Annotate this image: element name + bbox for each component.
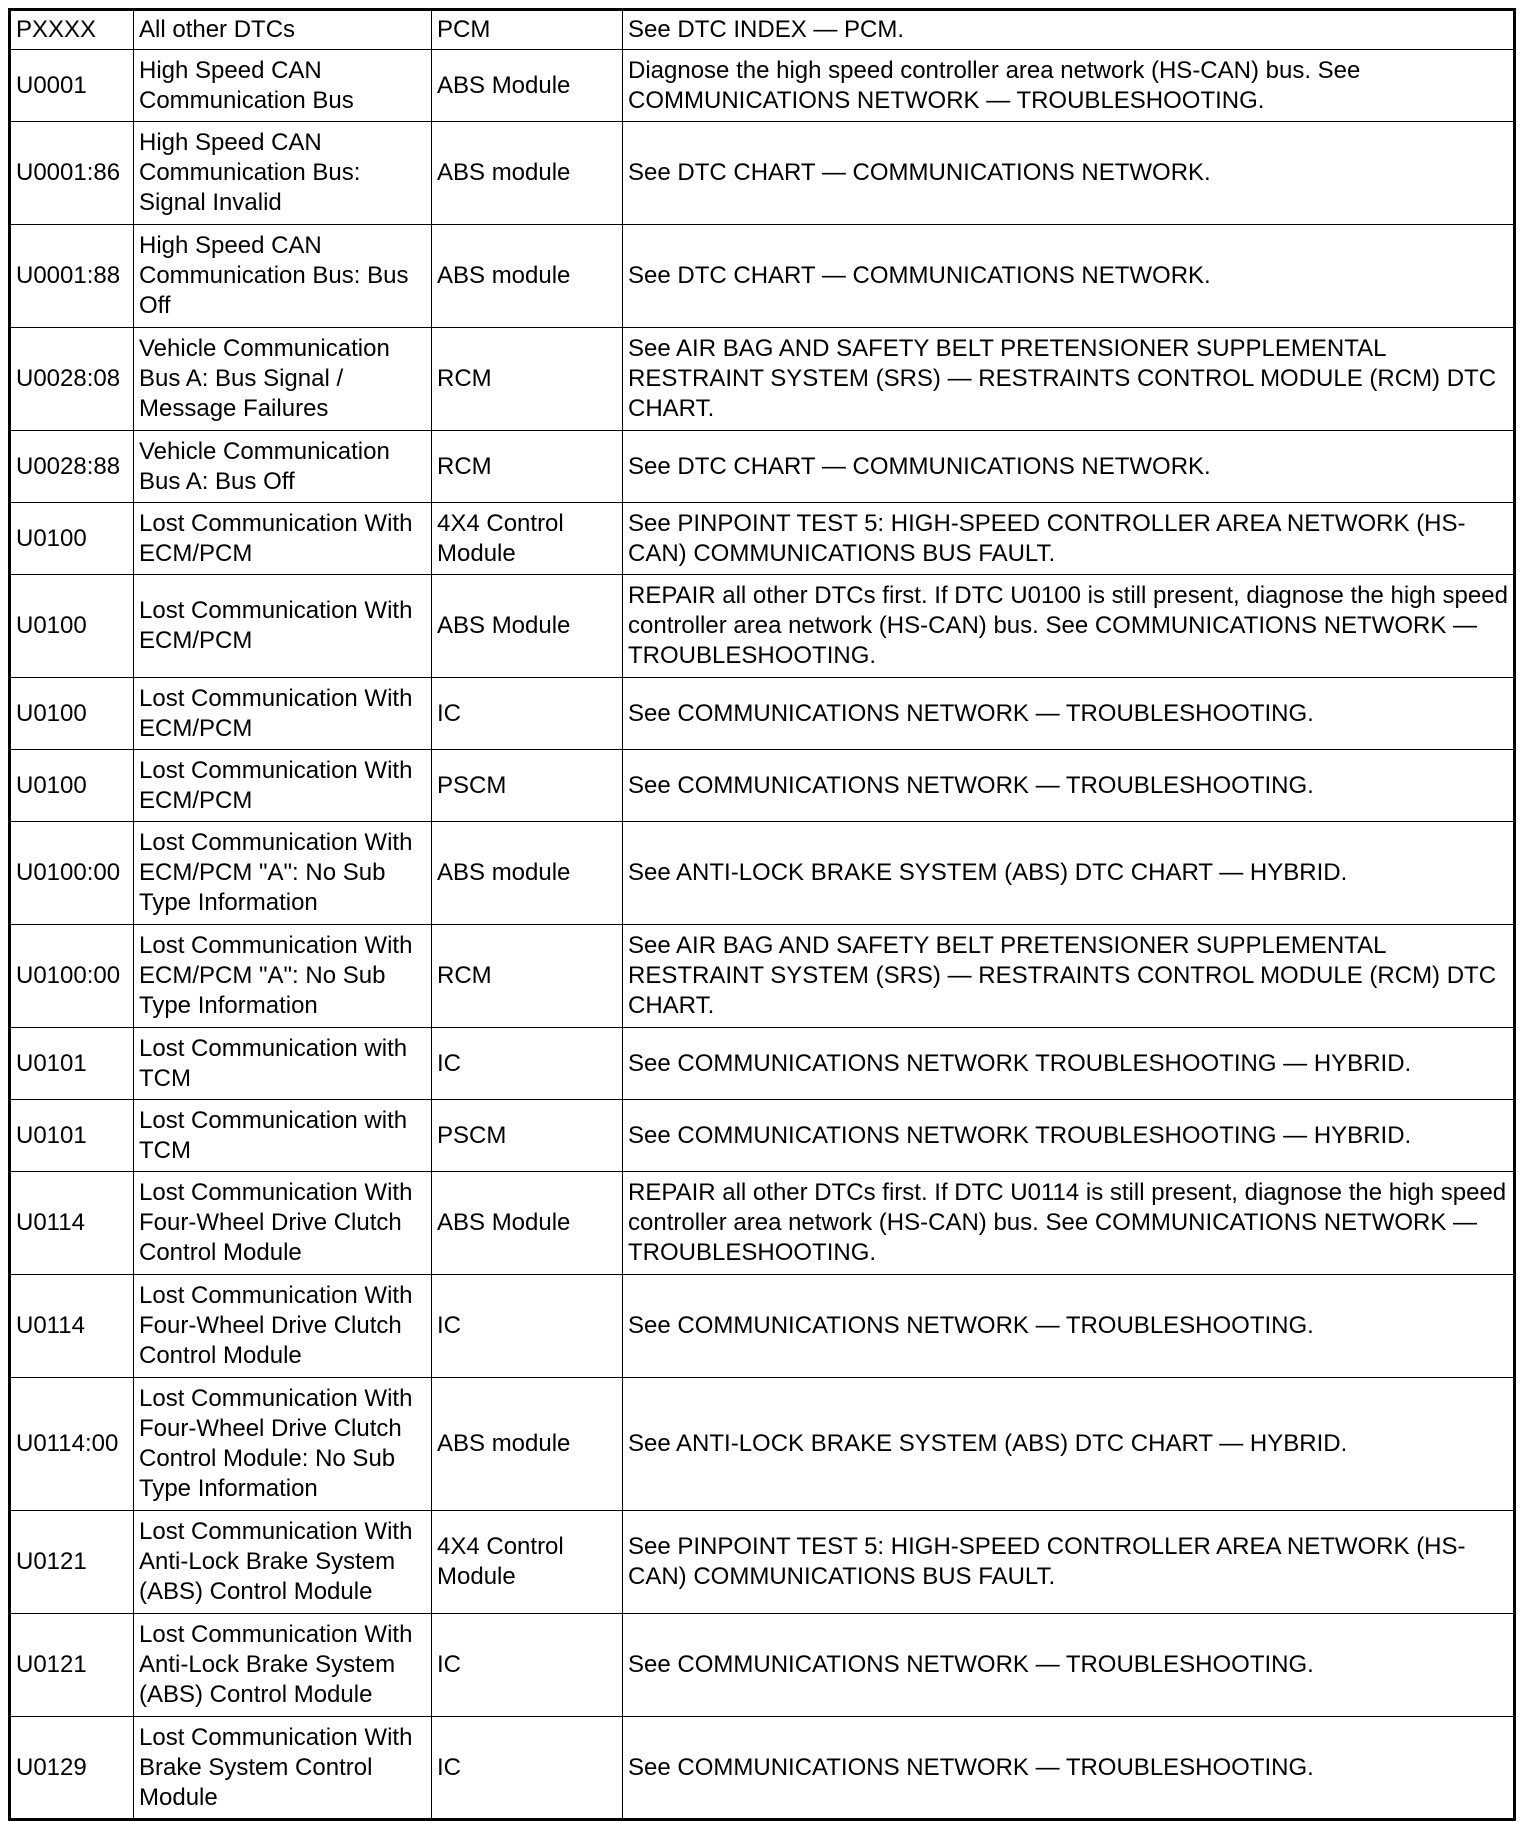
table-row [10, 1275, 1515, 1378]
dtc-description-cell: Lost Communication With ECM/PCM "A": No Sub Type Information [134, 925, 432, 1028]
table-row [10, 750, 1515, 822]
module-cell: RCM [432, 328, 623, 431]
table-row [10, 1172, 1515, 1275]
dtc-code-cell: U0114:00 [10, 1378, 134, 1511]
module-cell: IC [432, 1717, 623, 1820]
action-cell: See DTC INDEX — PCM. [623, 10, 1515, 50]
module-cell: ABS Module [432, 575, 623, 678]
dtc-code-cell: U0001:88 [10, 225, 134, 328]
dtc-description-cell: Lost Communication With Four-Wheel Drive Clutch Control Module [134, 1275, 432, 1378]
action-cell: REPAIR all other DTCs first. If DTC U0114 is still present, diagnose the high speed controller area network (HS-CAN) bus. See COMMUNICATIONS NETWORK — TROUBLESHOOTING. [623, 1172, 1515, 1275]
table-row [10, 822, 1515, 925]
action-cell: See ANTI-LOCK BRAKE SYSTEM (ABS) DTC CHART — HYBRID. [623, 822, 1515, 925]
dtc-description-cell: Vehicle Communication Bus A: Bus Signal / Message Failures [134, 328, 432, 431]
dtc-description-cell: Lost Communication With Four-Wheel Drive Clutch Control Module [134, 1172, 432, 1275]
module-cell: 4X4 Control Module [432, 1511, 623, 1614]
dtc-code-cell: U0129 [10, 1717, 134, 1820]
module-cell: PSCM [432, 1100, 623, 1172]
dtc-description-cell: Lost Communication With ECM/PCM [134, 503, 432, 575]
action-cell: See COMMUNICATIONS NETWORK — TROUBLESHOOTING. [623, 1614, 1515, 1717]
module-cell: RCM [432, 925, 623, 1028]
dtc-description-cell: Lost Communication With ECM/PCM [134, 750, 432, 822]
table-row [10, 225, 1515, 328]
dtc-code-cell: U0101 [10, 1100, 134, 1172]
module-cell: RCM [432, 431, 623, 503]
action-cell: See PINPOINT TEST 5: HIGH-SPEED CONTROLLER AREA NETWORK (HS-CAN) COMMUNICATIONS BUS FAULT. [623, 1511, 1515, 1614]
dtc-code-cell: U0100:00 [10, 925, 134, 1028]
module-cell: IC [432, 1275, 623, 1378]
table-row [10, 1028, 1515, 1100]
dtc-description-cell: High Speed CAN Communication Bus: Bus Off [134, 225, 432, 328]
dtc-description-cell: All other DTCs [134, 10, 432, 50]
dtc-description-cell: High Speed CAN Communication Bus [134, 50, 432, 122]
table-row [10, 1378, 1515, 1511]
action-cell: See DTC CHART — COMMUNICATIONS NETWORK. [623, 122, 1515, 225]
module-cell: 4X4 Control Module [432, 503, 623, 575]
action-cell: See COMMUNICATIONS NETWORK — TROUBLESHOOTING. [623, 1717, 1515, 1820]
dtc-code-cell: U0100 [10, 678, 134, 750]
table-row [10, 1717, 1515, 1820]
action-cell: Diagnose the high speed controller area network (HS-CAN) bus. See COMMUNICATIONS NETWORK — TROUBLESHOOTING. [623, 50, 1515, 122]
table-row [10, 328, 1515, 431]
dtc-description-cell: Lost Communication With ECM/PCM [134, 678, 432, 750]
dtc-table [8, 8, 1516, 1821]
table-row [10, 122, 1515, 225]
table-row [10, 925, 1515, 1028]
module-cell: ABS module [432, 225, 623, 328]
module-cell: ABS module [432, 822, 623, 925]
dtc-code-cell: U0028:88 [10, 431, 134, 503]
module-cell: IC [432, 1614, 623, 1717]
action-cell: See COMMUNICATIONS NETWORK TROUBLESHOOTING — HYBRID. [623, 1028, 1515, 1100]
dtc-description-cell: Lost Communication With Anti-Lock Brake System (ABS) Control Module [134, 1614, 432, 1717]
module-cell: IC [432, 678, 623, 750]
action-cell: REPAIR all other DTCs first. If DTC U0100 is still present, diagnose the high speed controller area network (HS-CAN) bus. See COMMUNICATIONS NETWORK — TROUBLESHOOTING. [623, 575, 1515, 678]
action-cell: See ANTI-LOCK BRAKE SYSTEM (ABS) DTC CHART — HYBRID. [623, 1378, 1515, 1511]
table-row [10, 503, 1515, 575]
dtc-code-cell: U0100:00 [10, 822, 134, 925]
dtc-description-cell: Lost Communication with TCM [134, 1100, 432, 1172]
module-cell: ABS module [432, 1378, 623, 1511]
action-cell: See DTC CHART — COMMUNICATIONS NETWORK. [623, 225, 1515, 328]
dtc-code-cell: U0028:08 [10, 328, 134, 431]
dtc-description-cell: Lost Communication with TCM [134, 1028, 432, 1100]
dtc-code-cell: U0114 [10, 1172, 134, 1275]
dtc-description-cell: Lost Communication With ECM/PCM [134, 575, 432, 678]
dtc-code-cell: U0114 [10, 1275, 134, 1378]
module-cell: PCM [432, 10, 623, 50]
table-row [10, 50, 1515, 122]
module-cell: ABS module [432, 122, 623, 225]
action-cell: See AIR BAG AND SAFETY BELT PRETENSIONER SUPPLEMENTAL RESTRAINT SYSTEM (SRS) — RESTRAINTS CONTROL MODULE (RCM) DTC CHART. [623, 328, 1515, 431]
dtc-code-cell: U0001 [10, 50, 134, 122]
dtc-code-cell: U0100 [10, 503, 134, 575]
module-cell: ABS Module [432, 50, 623, 122]
table-row [10, 575, 1515, 678]
module-cell: PSCM [432, 750, 623, 822]
action-cell: See COMMUNICATIONS NETWORK TROUBLESHOOTING — HYBRID. [623, 1100, 1515, 1172]
dtc-code-cell: U0100 [10, 575, 134, 678]
dtc-code-cell: U0001:86 [10, 122, 134, 225]
dtc-description-cell: Lost Communication With Brake System Control Module [134, 1717, 432, 1820]
table-row [10, 1511, 1515, 1614]
dtc-description-cell: Lost Communication With Four-Wheel Drive Clutch Control Module: No Sub Type Information [134, 1378, 432, 1511]
module-cell: IC [432, 1028, 623, 1100]
dtc-code-cell: PXXXX [10, 10, 134, 50]
action-cell: See COMMUNICATIONS NETWORK — TROUBLESHOOTING. [623, 1275, 1515, 1378]
dtc-code-cell: U0101 [10, 1028, 134, 1100]
table-row [10, 431, 1515, 503]
dtc-description-cell: High Speed CAN Communication Bus: Signal Invalid [134, 122, 432, 225]
table-row [10, 678, 1515, 750]
action-cell: See AIR BAG AND SAFETY BELT PRETENSIONER SUPPLEMENTAL RESTRAINT SYSTEM (SRS) — RESTRAINTS CONTROL MODULE (RCM) DTC CHART. [623, 925, 1515, 1028]
dtc-description-cell: Vehicle Communication Bus A: Bus Off [134, 431, 432, 503]
dtc-description-cell: Lost Communication With ECM/PCM "A": No Sub Type Information [134, 822, 432, 925]
dtc-code-cell: U0100 [10, 750, 134, 822]
table-row [10, 1100, 1515, 1172]
action-cell: See COMMUNICATIONS NETWORK — TROUBLESHOOTING. [623, 678, 1515, 750]
table-row [10, 10, 1515, 50]
dtc-description-cell: Lost Communication With Anti-Lock Brake System (ABS) Control Module [134, 1511, 432, 1614]
dtc-code-cell: U0121 [10, 1511, 134, 1614]
module-cell: ABS Module [432, 1172, 623, 1275]
action-cell: See COMMUNICATIONS NETWORK — TROUBLESHOOTING. [623, 750, 1515, 822]
action-cell: See DTC CHART — COMMUNICATIONS NETWORK. [623, 431, 1515, 503]
action-cell: See PINPOINT TEST 5: HIGH-SPEED CONTROLLER AREA NETWORK (HS-CAN) COMMUNICATIONS BUS FAULT. [623, 503, 1515, 575]
dtc-code-cell: U0121 [10, 1614, 134, 1717]
table-row [10, 1614, 1515, 1717]
